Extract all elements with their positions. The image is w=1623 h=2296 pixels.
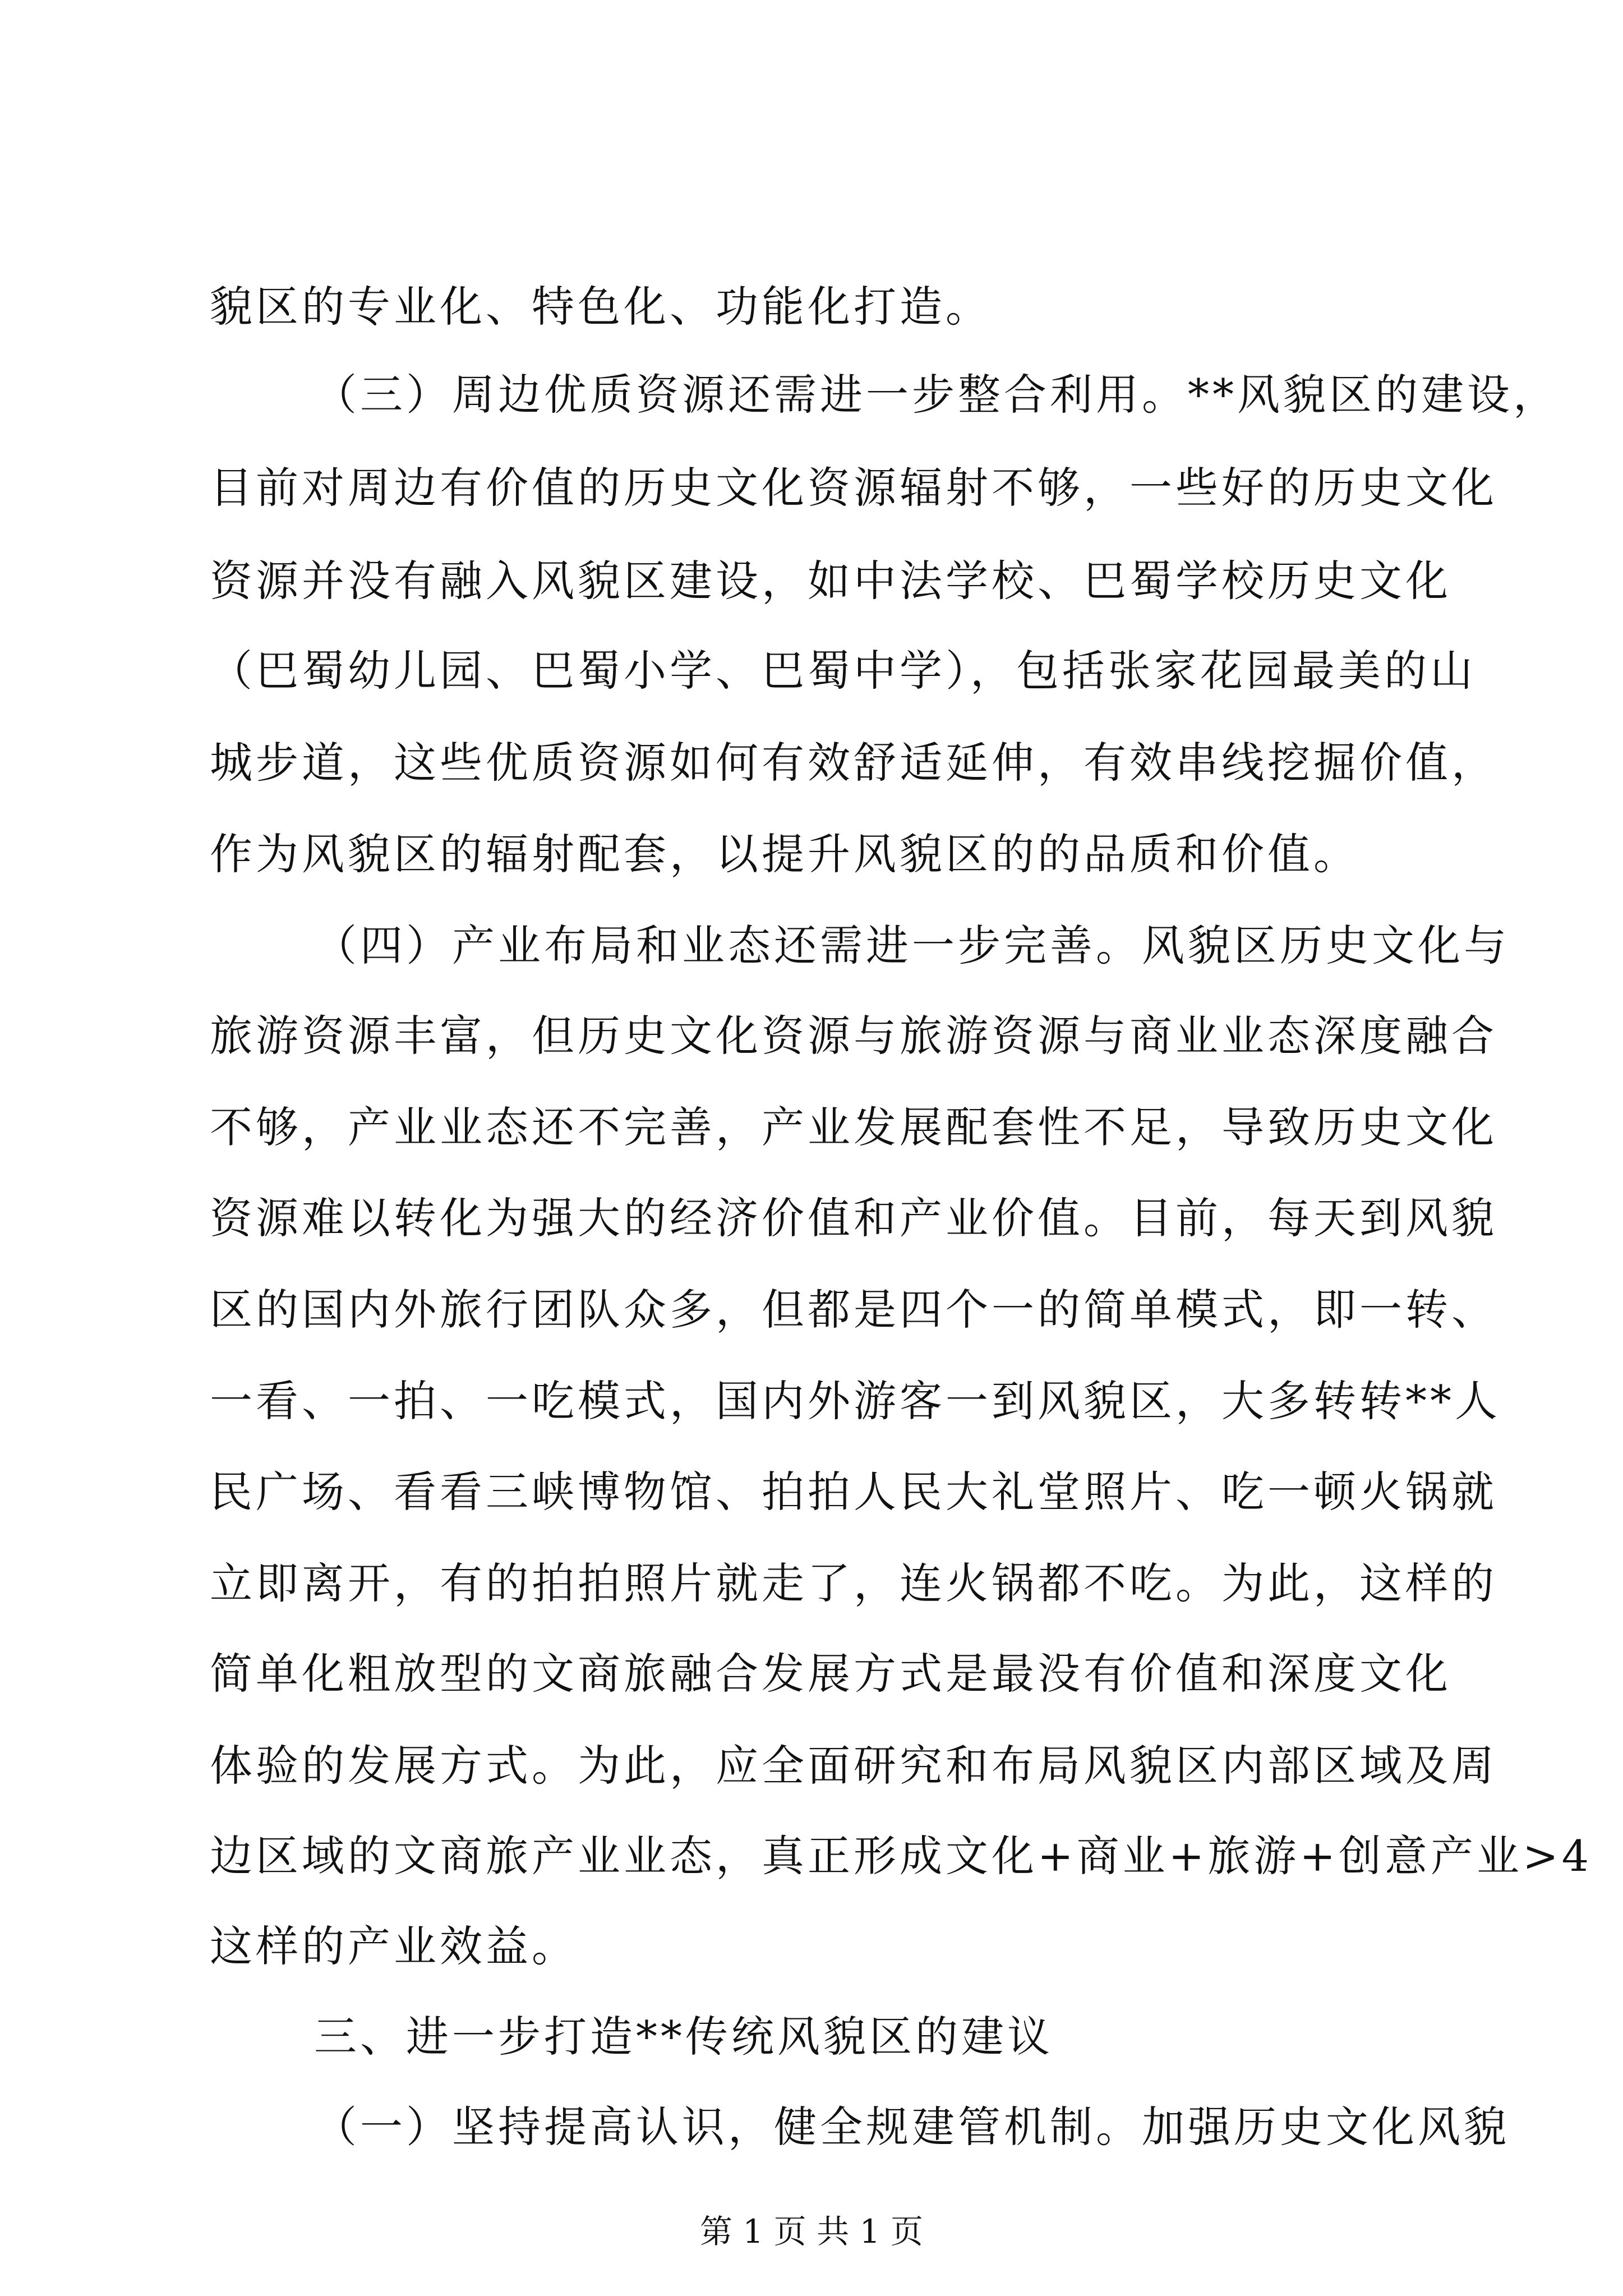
text-line: 体验的发展方式。为此，应全面研究和布局风貌区内部区域及周 — [210, 1741, 1497, 1791]
text-line: 这样的产业效益。 — [210, 1921, 578, 1971]
text-line: 旅游资源丰富，但历史文化资源与旅游资源与商业业态深度融合 — [210, 1011, 1497, 1061]
text-line: （三）周边优质资源还需进一步整合利用。**风貌区的建设， — [314, 370, 1559, 420]
text-line: 作为风貌区的辐射配套，以提升风貌区的的品质和价值。 — [210, 829, 1359, 879]
text-line: 貌区的专业化、特色化、功能化打造。 — [210, 282, 992, 332]
text-line: 城步道，这些优质资源如何有效舒适延伸，有效串线挖掘价值， — [210, 738, 1497, 788]
text-line: 目前对周边有价值的历史文化资源辐射不够，一些好的历史文化 — [210, 463, 1497, 513]
text-line: 一看、一拍、一吃模式，国内外游客一到风貌区，大多转转**人 — [210, 1376, 1501, 1426]
page-number-footer: 第 1 页 共 1 页 — [700, 2212, 923, 2251]
text-line: 区的国内外旅行团队众多，但都是四个一的简单模式，即一转、 — [210, 1285, 1497, 1335]
text-line: 立即离开，有的拍拍照片就走了，连火锅都不吃。为此，这样的 — [210, 1558, 1497, 1608]
text-line: 简单化粗放型的文商旅融合发展方式是最没有价值和深度文化 — [210, 1649, 1451, 1699]
text-line: （一）坚持提高认识，健全规建管机制。加强历史文化风貌 — [314, 2102, 1510, 2152]
text-line: （四）产业布局和业态还需进一步完善。风貌区历史文化与 — [314, 921, 1510, 970]
section-heading: 三、进一步打造**传统风貌区的建议 — [314, 2012, 1053, 2062]
text-line: 资源并没有融入风貌区建设，如中法学校、巴蜀学校历史文化 — [210, 556, 1451, 606]
text-line: （巴蜀幼儿园、巴蜀小学、巴蜀中学），包括张家花园最美的山 — [210, 646, 1476, 696]
text-line: 不够，产业业态还不完善，产业发展配套性不足，导致历史文化 — [210, 1102, 1497, 1152]
text-line: 边区域的文商旅产业业态，真正形成文化+商业+旅游+创意产业>4 — [210, 1831, 1593, 1881]
text-line: 民广场、看看三峡博物馆、拍拍人民大礼堂照片、吃一顿火锅就 — [210, 1467, 1497, 1517]
text-line: 资源难以转化为强大的经济价值和产业价值。目前，每天到风貌 — [210, 1193, 1497, 1243]
